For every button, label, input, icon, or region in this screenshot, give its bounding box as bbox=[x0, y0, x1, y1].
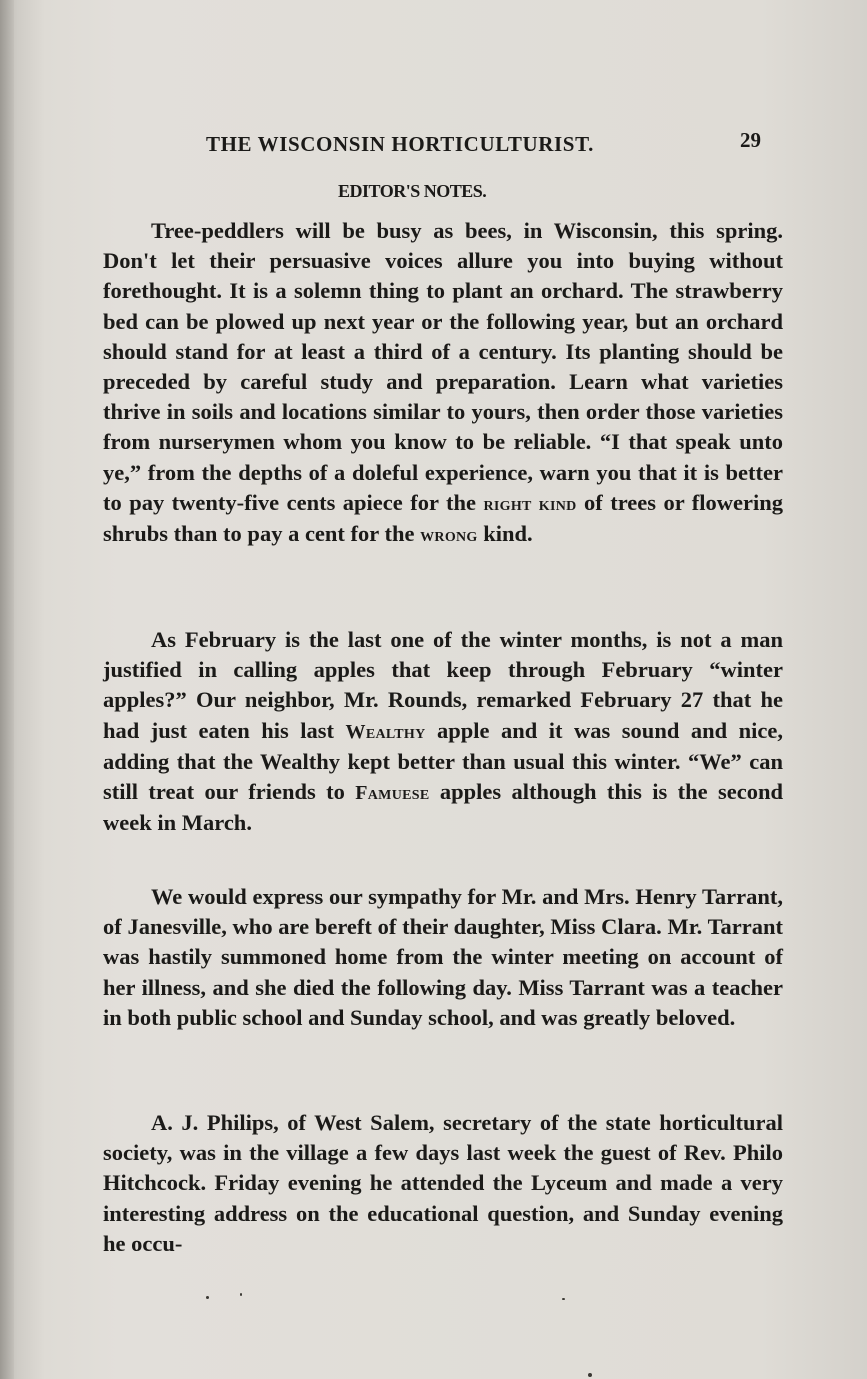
text-run: apple and it was sound and nice, adding that the Wealthy kept better than usual this winter. “We” can still treat our friends to bbox=[103, 717, 783, 805]
paragraph-winter-apples bbox=[103, 625, 783, 838]
print-speck bbox=[588, 1373, 592, 1377]
text-run: A. J. Philips, of West Salem, secretary of the state horticultural society, was in the village a few days last week the guest of Rev. Philo Hitchcock. Friday evening he attended the Lyceum and made a very interesting address on the educational question, and Sunday evening he occu- bbox=[103, 1110, 783, 1256]
paragraph-text bbox=[103, 882, 783, 1033]
text-run: Tree-peddlers will be busy as bees, in Wisconsin, this spring. Don't let their persuasive voices allure you into buying without forethought. It is a solemn thing to plant an orchard. The strawberry bed can be plowed up next year or the following year, but an orchard should stand for at least a third of a century. Its planting should be preceded by careful study and preparation. Learn what varieties thrive in soils and locations similar to yours, then order those varieties from nurserymen whom you know to be reliable. “I that speak unto ye,” from the depths of a doleful experience, warn you that it is better to pay twenty-five cents apiece for the bbox=[103, 218, 783, 515]
running-head bbox=[206, 128, 766, 162]
paragraph-text bbox=[103, 625, 783, 838]
paragraph-philips-visit bbox=[103, 1108, 783, 1259]
paragraph-tree-peddlers bbox=[103, 216, 783, 550]
small-caps-run: right kind bbox=[483, 492, 577, 515]
small-caps-run: Famuese bbox=[355, 782, 430, 805]
paragraph-text bbox=[103, 1108, 783, 1259]
text-run: We would express our sympathy for Mr. and Mrs. Henry Tarrant, of Janesville, who are bereft of their daughter, Miss Clara. Mr. Tarrant was hastily summoned home from the winter meeting on account of her illness, and she died the following day. Miss Tarrant was a teacher in both public school and Sunday school, and was greatly beloved. bbox=[103, 884, 783, 1030]
text-run: apples although this is the second week in March. bbox=[103, 779, 784, 836]
print-speck bbox=[206, 1296, 209, 1299]
small-caps-run: Wealthy bbox=[345, 720, 426, 743]
print-speck bbox=[562, 1298, 565, 1300]
paragraph-text bbox=[103, 216, 783, 550]
running-title: THE WISCONSIN HORTICULTURIST. bbox=[206, 132, 594, 156]
binding-gutter-shadow bbox=[0, 0, 14, 1379]
paragraph-tarrant-sympathy bbox=[103, 882, 783, 1033]
text-run: As February is the last one of the winter months, is not a man justified in calling apples that keep through February “winter apples?” Our neighbor, Mr. Rounds, remarked February 27 that he had just eaten his last bbox=[103, 627, 783, 743]
section-heading: EDITOR'S NOTES. bbox=[338, 181, 487, 201]
page-number: 29 bbox=[740, 128, 761, 152]
small-caps-run: wrong bbox=[420, 524, 478, 547]
text-run: kind. bbox=[477, 521, 533, 547]
print-speck bbox=[240, 1293, 242, 1296]
text-run: of trees or flowering shrubs than to pay a cent for the bbox=[103, 489, 783, 547]
